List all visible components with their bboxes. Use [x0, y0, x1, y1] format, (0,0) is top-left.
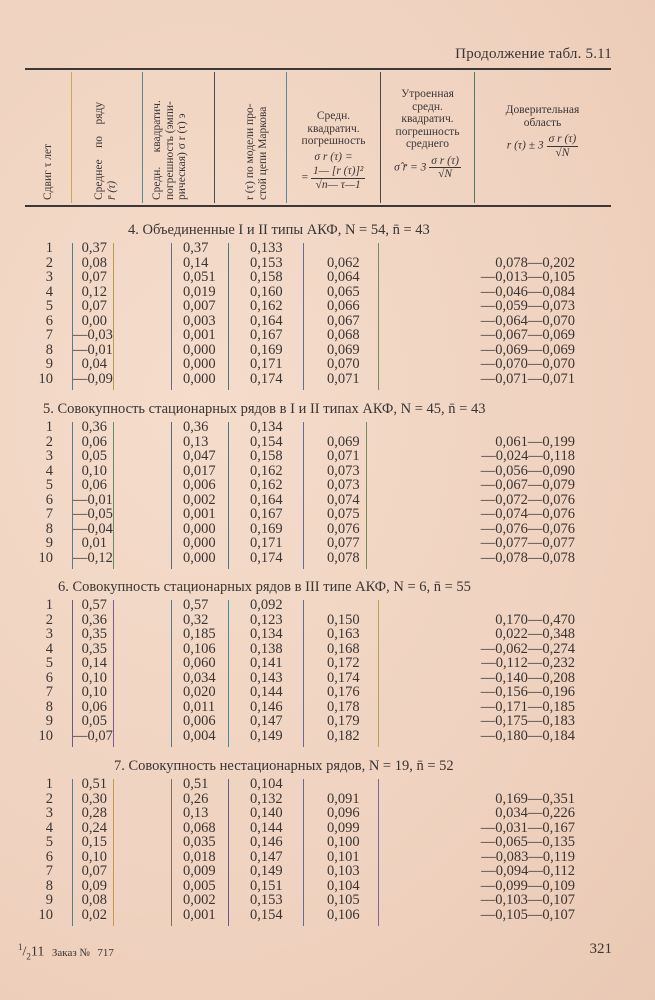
table-row: 8 —0,04 0,000 0,169 0,076 —0,076—0,076 — [45, 520, 575, 537]
table-top-rule — [25, 68, 611, 70]
table-continuation-label: Продолжение табл. 5.11 — [455, 46, 612, 62]
header-mean: Среднее по ряду r̄ (τ) — [93, 101, 118, 200]
header-divider — [142, 72, 143, 203]
table-row: 1 0,36 0,36 0,134 — [45, 419, 283, 435]
table-row: 7 —0,05 0,001 0,167 0,075 —0,074—0,076 — [45, 506, 575, 522]
table-row: 10 —0,12 0,000 0,174 0,078 —0,078—0,078 — [38, 549, 575, 566]
table-row: 5 0,06 0,006 0,162 0,073 —0,067—0,079 — [45, 477, 575, 493]
table-row: 10 —0,07 0,004 0,149 0,182 —0,180—0,184 — [38, 727, 575, 744]
header-empirical-rmse: Средн. квадратич. погрешность (эмпи- рическая) σ r (τ) э — [151, 100, 188, 200]
table-row: 3 0,35 0,185 0,134 0,163 0,022—0,348 — [45, 626, 575, 642]
section-title-7: 7. Совокупность нестационарных рядов, N = 19, n̄ = 52 — [114, 758, 454, 774]
table-row: 4 0,35 0,106 0,138 0,168 —0,062—0,274 — [45, 640, 575, 657]
header-divider — [214, 72, 215, 203]
table-row: 2 0,06 0,13 0,154 0,069 0,061—0,199 — [45, 433, 575, 450]
header-divider — [71, 72, 72, 203]
table-row: 9 0,04 0,000 0,171 0,070 —0,070—0,070 — [45, 356, 575, 372]
header-triple-rmse: Утроенная средн. квадратич. погрешность среднего σ̂ r̄ = 3 $\frac{\text{σ r (τ)}}{√N}$ — [381, 88, 474, 181]
header-rmse: Средн. квадратич. погрешность σ r (τ) = = $\frac{\text{1— [r (τ)]²}}{√n— \tau—1}$ — [287, 110, 380, 191]
table-row: 7 0,07 0,009 0,149 0,103 —0,094—0,112 — [45, 863, 575, 879]
table-row: 8 0,09 0,005 0,151 0,104 —0,099—0,109 — [45, 877, 575, 894]
header-markov-model: r (τ) по модели про- стой цепи Маркова — [244, 103, 269, 200]
table-row: 1 0,51 0,51 0,104 — [45, 776, 283, 792]
table-row: 2 0,08 0,14 0,153 0,062 0,078—0,202 — [45, 254, 575, 271]
table-row: 3 0,05 0,047 0,158 0,071 —0,024—0,118 — [45, 448, 575, 464]
table-row: 3 0,28 0,13 0,140 0,096 0,034—0,226 — [45, 805, 575, 821]
header-lag: Сдвиг τ лет — [42, 143, 54, 200]
table-row: 9 0,05 0,006 0,147 0,179 —0,175—0,183 — [45, 713, 575, 729]
table-row: 10 —0,09 0,000 0,174 0,071 —0,071—0,071 — [38, 370, 575, 387]
table-row: 1 0,37 0,37 0,133 — [45, 240, 283, 256]
table-row: 6 0,00 0,003 0,164 0,067 —0,064—0,070 — [45, 312, 575, 329]
table-row: 8 —0,01 0,000 0,169 0,069 —0,069—0,069 — [45, 341, 575, 358]
confidence-formula: r (τ) ± 3 $\frac{\text{σ r (τ)}}{√N}$ — [506, 133, 577, 159]
table-row: 2 0,36 0,32 0,123 0,150 0,170—0,470 — [45, 611, 575, 628]
section-title-4: 4. Объединенные I и II типы АКФ, N = 54, n̄ = 43 — [128, 222, 430, 238]
table-row: 5 0,14 0,060 0,141 0,172 —0,112—0,232 — [45, 655, 575, 671]
table-row: 5 0,15 0,035 0,146 0,100 —0,065—0,135 — [45, 834, 575, 850]
triple-formula: σ̂ r̄ = 3 $\frac{\text{σ r (τ)}}{√N}$ — [394, 154, 459, 180]
table-row: 7 —0,03 0,001 0,167 0,068 —0,067—0,069 — [45, 327, 575, 343]
table-row: 4 0,10 0,017 0,162 0,073 —0,056—0,090 — [45, 462, 575, 479]
table-row: 9 0,01 0,000 0,171 0,077 —0,077—0,077 — [45, 535, 575, 551]
table-row: 4 0,12 0,019 0,160 0,065 —0,046—0,084 — [45, 283, 575, 300]
section-title-5: 5. Совокупность стационарных рядов в I и II типах АКФ, N = 45, n̄ = 43 — [43, 401, 486, 417]
header-confidence-region: Доверительная область r (τ) ± 3 $\frac{\text{σ r (τ)}}{√N}$ — [475, 104, 610, 159]
table-row: 4 0,24 0,068 0,144 0,099 —0,031—0,167 — [45, 819, 575, 836]
table-row: 6 0,10 0,034 0,143 0,174 —0,140—0,208 — [45, 669, 575, 686]
table-row: 7 0,10 0,020 0,144 0,176 —0,156—0,196 — [45, 684, 575, 700]
table-row: 1 0,57 0,57 0,092 — [45, 597, 283, 613]
section-title-6: 6. Совокупность стационарных рядов в III типе АКФ, N = 6, n̄ = 55 — [58, 579, 471, 595]
table-row: 2 0,30 0,26 0,132 0,091 0,169—0,351 — [45, 790, 575, 807]
table-row: 3 0,07 0,051 0,158 0,064 —0,013—0,105 — [45, 269, 575, 285]
rmse-formula: = $\frac{\text{1— [r (τ)]²}}{√n— \tau—1}$ — [301, 165, 364, 191]
table-row: 8 0,06 0,011 0,146 0,178 —0,171—0,185 — [45, 698, 575, 715]
footer-print-info: $^1/_211$ Заказ № 717 — [18, 942, 114, 962]
table-row: 5 0,07 0,007 0,162 0,066 —0,059—0,073 — [45, 298, 575, 314]
table-row: 6 0,10 0,018 0,147 0,101 —0,083—0,119 — [45, 848, 575, 865]
table-row: 10 0,02 0,001 0,154 0,106 —0,105—0,107 — [38, 906, 575, 923]
header-bottom-rule — [25, 205, 611, 207]
table-row: 9 0,08 0,002 0,153 0,105 —0,103—0,107 — [45, 892, 575, 908]
page-number: 321 — [589, 941, 612, 957]
table-row: 6 —0,01 0,002 0,164 0,074 —0,072—0,076 — [45, 491, 575, 508]
